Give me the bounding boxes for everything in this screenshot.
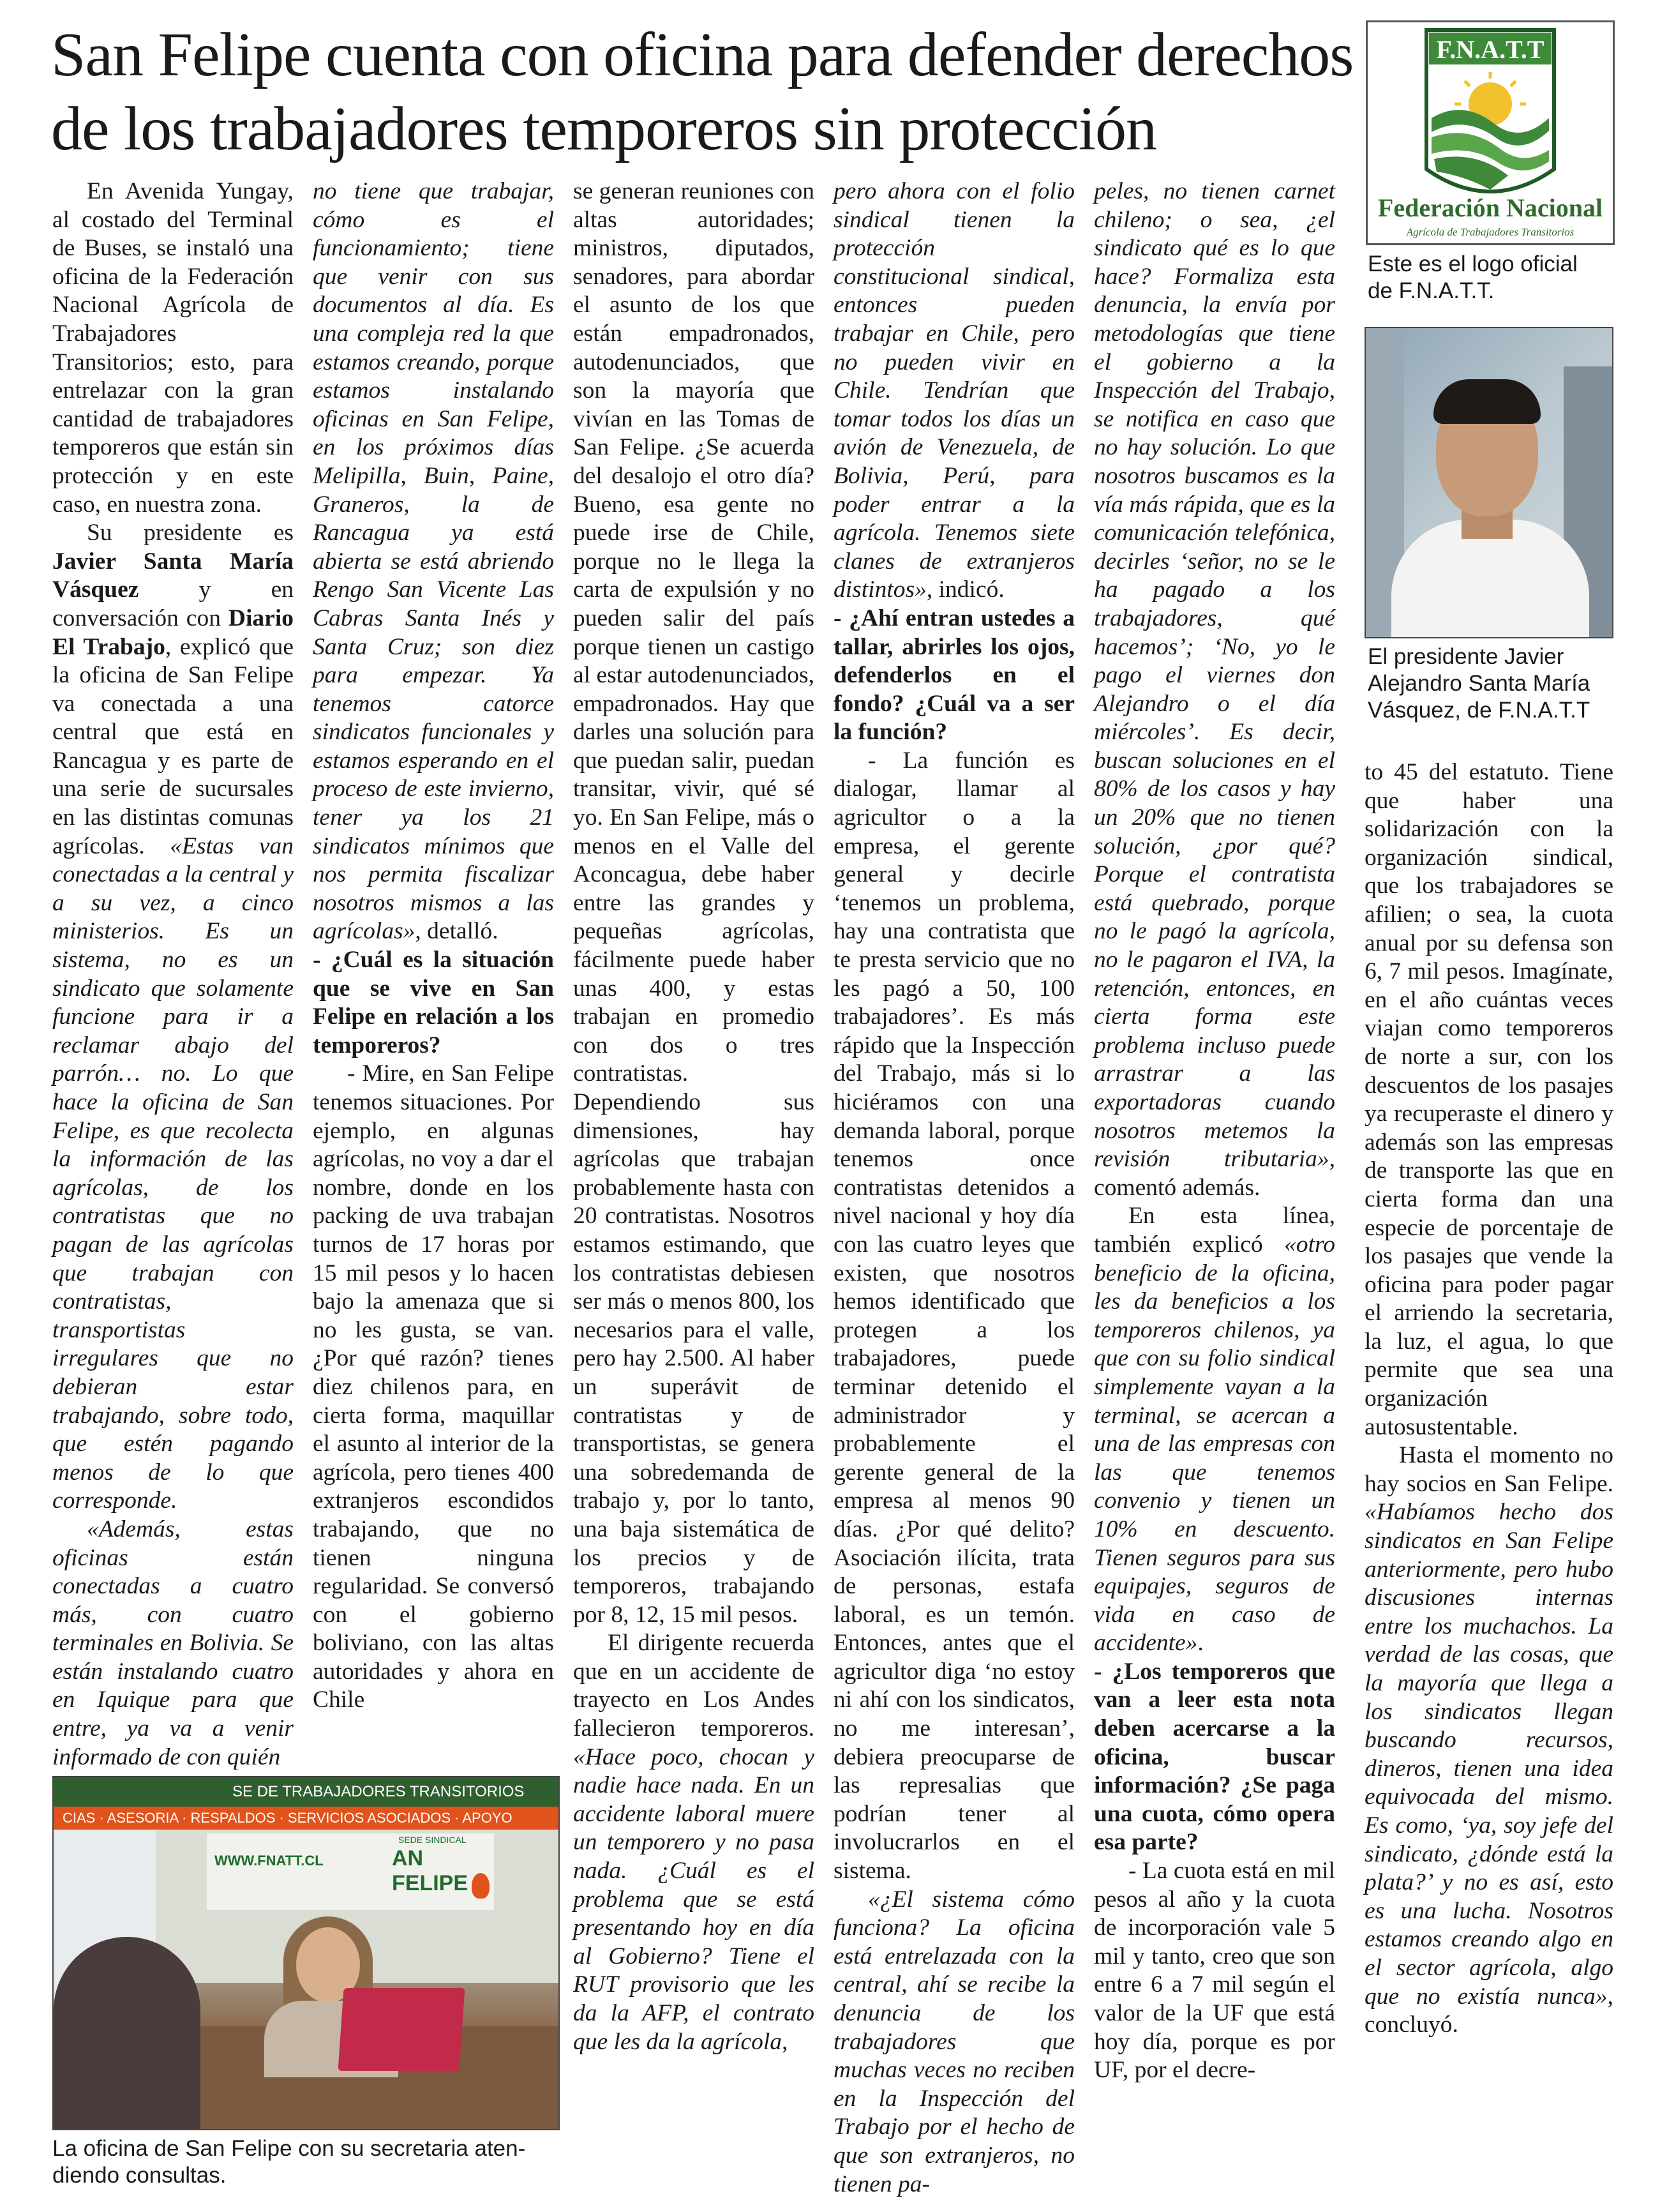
interview-question: - ¿Cuál es la situación que se vive en San Felipe en relación a los temporeros? xyxy=(313,947,554,1058)
office-photo xyxy=(52,1776,560,2130)
visitor xyxy=(54,1937,200,2130)
office-banner-services: CIAS · ASESORIA · RESPALDOS · SERVICIOS ASOCIADOS · APOYO xyxy=(54,1807,558,1830)
logo-caption-line: de F.N.A.T.T. xyxy=(1368,278,1495,303)
portrait-caption-line: Vásquez, de F.N.A.T.T xyxy=(1368,698,1590,723)
hair xyxy=(1433,379,1541,424)
paragraph: no tiene que trabajar, cómo es el funcionamiento; tiene que venir con sus documentos al día. Es una compleja red la que estamos creando, porque estamos instalando oficinas en San Felipe, en los próximos días Melipilla, Buin, Paine, Graneros, la de Rancagua ya está abierta se está abriendo Rengo San Vicente Las Cabras Santa Inés y Santa Cruz; son diez para empezar. Ya tenemos catorce sindicatos funcionales y estamos esperando en el proceso de este invierno, tener ya los 21 sindicatos mínimos que nos permita fiscalizar nosotros mismos a las agrícolas», detalló. xyxy=(313,178,554,945)
office-sede-name: AN FELIPE xyxy=(392,1846,468,1895)
paragraph: - Mire, en San Felipe tenemos situaciones. Por ejemplo, en algunas agrícolas, no voy a dar el nombre, donde en los packing de uva trabajan turnos de 17 horas por 15 mil pesos y lo hacen bajo la amenaza que si no les gusta, se van. ¿Por qué razón? tienes diez chilenos para, en cierta forma, maquillar el asunto al interior de la agrícola, pero tienes 400 extranjeros escondidos trabajando, que no tienen ninguna regularidad. Se conversó con el gobierno boliviano, con las altas autoridades y ahora en Chile xyxy=(313,1060,554,1713)
paragraph: Hasta el momento no hay socios en San Felipe. «Habíamos hecho dos sindicatos en San Felipe anteriormente, pero hubo discusiones internas entre los muchachos. La verdad de las cosas, que la mayoría que llega a los sindicatos llegan buscando recursos, dineros, tienen una idea equivocada del mismo. Es como, ‘ya, soy jefe del sindicato, ¿dónde está la plata?’ y no es así, esto es una lucha. Nosotros estamos creando algo en el sector agrícola, algo que no existía nunca», concluyó. xyxy=(1365,1442,1613,2038)
article-column-3 xyxy=(573,177,814,2056)
paragraph: Su presidente es Javier Santa María Vásquez y en conversación con Diario El Trabajo, explicó que la oficina de San Felipe va conectada a una central que está en Rancagua y es parte de una serie de sucursales en las distintas comunas agrícolas. «Estas van conectadas a la central y a su vez, a cinco ministerios. Es un sistema, no es un sindicato que solamente funcione para ir a reclamar abajo del parrón… no. Lo que hace la oficina de San Felipe, es que recolecta la información de las agrícolas, de los contratistas que no pagan de las agrícolas que trabajan con contratistas, transportistas irregulares que no debieran estar trabajando, sobre todo, que estén pagando menos de lo que corresponde. xyxy=(52,520,294,1514)
logo-subtitle: Agrícola de Trabajadores Transitorios xyxy=(1406,226,1574,238)
logo-name: Federación Nacional xyxy=(1377,193,1603,222)
office-sign xyxy=(207,1833,494,1910)
interview-question: - ¿Ahí entran ustedes a tallar, abrirles los ojos, defenderlos en el fondo? ¿Cuál va a ser la función? xyxy=(834,605,1075,746)
paragraph: En Avenida Yungay, al costado del Terminal de Buses, se instaló una oficina de la Federación Nacional Agrícola de Trabajadores Transitorios; esto, para entrelazar con la gran cantidad de trabajadores temporeros que están sin protección y en este caso, en nuestra zona. xyxy=(52,178,294,518)
headline-line-1: San Felipe cuenta con oficina para defender derechos xyxy=(51,20,1354,89)
paragraph: «Además, estas oficinas están conectadas a cuatro más, con cuatro terminales en Bolivia. Se están instalando cuatro en Iquique para que entre, ya va a venir informado de con quién xyxy=(52,1516,294,1770)
article-column-1 xyxy=(52,177,294,1772)
logo-caption-line: Este es el logo oficial xyxy=(1368,252,1578,276)
logo-caption xyxy=(1368,251,1617,305)
office-caption-line: La oficina de San Felipe con su secretaria aten- xyxy=(52,2136,526,2161)
office-banner-text: SE DE TRABAJADORES TRANSITORIOS xyxy=(232,1783,525,1800)
office-caption-line: diendo consultas. xyxy=(52,2163,227,2188)
fnatt-shield-icon xyxy=(1368,22,1613,243)
fnatt-mini-logo-icon xyxy=(472,1873,490,1899)
logo-acronym: F.N.A.T.T xyxy=(1436,35,1545,64)
paragraph: El dirigente recuerda que en un accidente de trayecto en Los Andes fallecieron temporeros. «Hace poco, chocan y nadie hace nada. En un accidente laboral muere un temporero y no pasa nada. ¿Cuál es el problema que se está presentando hoy en día al Gobierno? Tiene el RUT provisorio que les da la AFP, el contrato que les da la agrícola, xyxy=(573,1630,814,2055)
article-column-2 xyxy=(313,177,554,1715)
article-column-4 xyxy=(834,177,1075,2199)
office-sede-label: SEDE SINDICAL xyxy=(398,1835,467,1845)
paragraph: - La función es dialogar, llamar al agricultor o a la empresa, el gerente general y decirle ‘tenemos un problema, hay una contratista que te presta servicio que no les pagó a 50, 100 trabajadores’. Es más rápido que la Inspección del Trabajo, más si lo hiciéramos con una demanda laboral, porque tenemos once contratistas detenidos a nivel nacional y hoy día con las cuatro leyes que existen, que nosotros hemos identificado que protegen a los trabajadores, puede terminar detenido el administrador y probablemente el gerente general de la empresa al menos 90 días. ¿Por qué delito? Asociación ilícita, trata de personas, estafa laboral, es un temón. Entonces, antes que el agricultor diga ‘no estoy ni ahí con los sindicatos, no me interesan’, debiera preocuparse de las represalias que podrían tener al involucrarlos en el sistema. xyxy=(834,747,1075,1885)
paragraph: se generan reuniones con altas autoridades; ministros, diputados, senadores, para abordar el asunto de los que están empadronados, autodenunciados, que son la mayoría que vivían en las Tomas de San Felipe. ¿Se acuerda del desalojo el otro día? Bueno, esa gente no puede irse de Chile, porque no le llega la carta de expulsión y no pueden salir del país porque tienen un castigo al estar autodenunciados, empadronados. Hay que darles una solución para que puedan salir, puedan transitar, vivir, qué sé yo. En San Felipe, más o menos en el Valle del Aconcagua, debe haber entre las grandes y pequeñas agrícolas, fácilmente puede haber unas 400, y estas trabajan en promedio con dos o tres contratistas. Dependiendo sus dimensiones, hay agrícolas que trabajan probablemente hasta con 20 contratistas. Nosotros estamos estimando, que los contratistas debiesen ser más o menos 800, los necesarios para el valle, pero hay 2.500. Al haber un superávit de contratistas y de transportistas, se genera una sobredemanda de trabajo y, por lo tanto, una baja sistemática de los precios y de temporeros, trabajando por 8, 12, 15 mil pesos. xyxy=(573,178,814,1628)
paragraph: En esta línea, también explicó «otro beneficio de la oficina, les da beneficios a los temporeros chilenos, ya que con su folio sindical simplemente vayan a la terminal, se acercan a una de las empresas con las que tenemos convenio y tienen un 10% en descuento. Tienen seguros para sus equipajes, seguros de vida en caso de accidente». xyxy=(1094,1203,1335,1657)
headline-line-2: de los trabajadores temporeros sin protección xyxy=(51,94,1157,163)
paragraph: peles, no tienen carnet chileno; o sea, ¿el sindicato qué es lo que hace? Formaliza esta denuncia, la envía por metodologías que tiene el gobierno a la Inspección del Trabajo, se notifica en caso que no hay solución. Lo que nosotros buscamos es la vía más rápida, que es la comunicación telefónica, decirles ‘señor, no se le ha pagado a los trabajadores, qué hacemos’; ‘No, yo le pago el viernes don Alejandro o el día miércoles’. Es decir, buscan soluciones en el 80% de los casos y hay un 20% que no tienen solución, ¿por qué? Porque el contratista está quebrado, porque no le pagó la agrícola, no le pagaron el IVA, la retención, entonces, en cierta forma este problema incluso puede arrastrar a las exportadoras cuando nosotros metemos la revisión tributaria», comentó además. xyxy=(1094,178,1335,1201)
article-column-5 xyxy=(1094,177,1335,2085)
office-website: WWW.FNATT.CL xyxy=(214,1853,324,1869)
portrait-caption xyxy=(1368,643,1617,724)
office-caption xyxy=(52,2135,576,2189)
paragraph: - La cuota está en mil pesos al año y la cuota de incorporación vale 5 mil y tanto, creo que son entre 6 a 7 mil según el valor de la UF que está hoy día, porque es por UF, por el decre- xyxy=(1094,1858,1335,2084)
article-column-6 xyxy=(1365,758,1613,2040)
portrait-caption-line: Alejandro Santa María xyxy=(1368,671,1590,696)
paragraph: «¿El sistema cómo funciona? La oficina está entrelazada con la central, ahí se recibe la denuncia de los trabajadores que muchas veces no reciben en la Inspección del Trabajo por el hecho de que son extranjeros, no tienen pa- xyxy=(834,1886,1075,2197)
portrait-caption-line: El presidente Javier xyxy=(1368,644,1564,669)
fnatt-logo xyxy=(1366,20,1615,245)
headline xyxy=(51,18,1366,166)
paragraph: to 45 del estatuto. Tiene que haber una solidarización con la organización sindical, que los trabajadores se afilien; o sea, la cuota anual por su defensa son 6, 7 mil pesos. Imagínate, en el año cuántas veces viajan como temporeros de norte a sur, con los descuentos de los pasajes ya recuperaste el dinero y además son las empresas de transporte las que en cierta forma dan una especie de porcentaje de los pasajes que vende la oficina para poder pagar el arriendo la secretaria, la luz, el agua, lo que permite que sea una organización autosustentable. xyxy=(1365,759,1613,1440)
president-photo xyxy=(1365,327,1613,638)
interview-question: - ¿Los temporeros que van a leer esta nota deben acercarse a la oficina, buscar información? ¿Se paga una cuota, cómo opera esa parte? xyxy=(1094,1658,1335,1856)
paragraph: pero ahora con el folio sindical tienen la protección constitucional sindical, entonces pueden trabajar en Chile, pero no pueden vivir en Chile. Tendrían que tomar todos los días un avión de Venezuela, de Bolivia, Perú, para poder entrar a la agrícola. Tenemos siete clanes de extranjeros distintos», indicó. xyxy=(834,178,1075,603)
laptop xyxy=(338,1988,465,2071)
